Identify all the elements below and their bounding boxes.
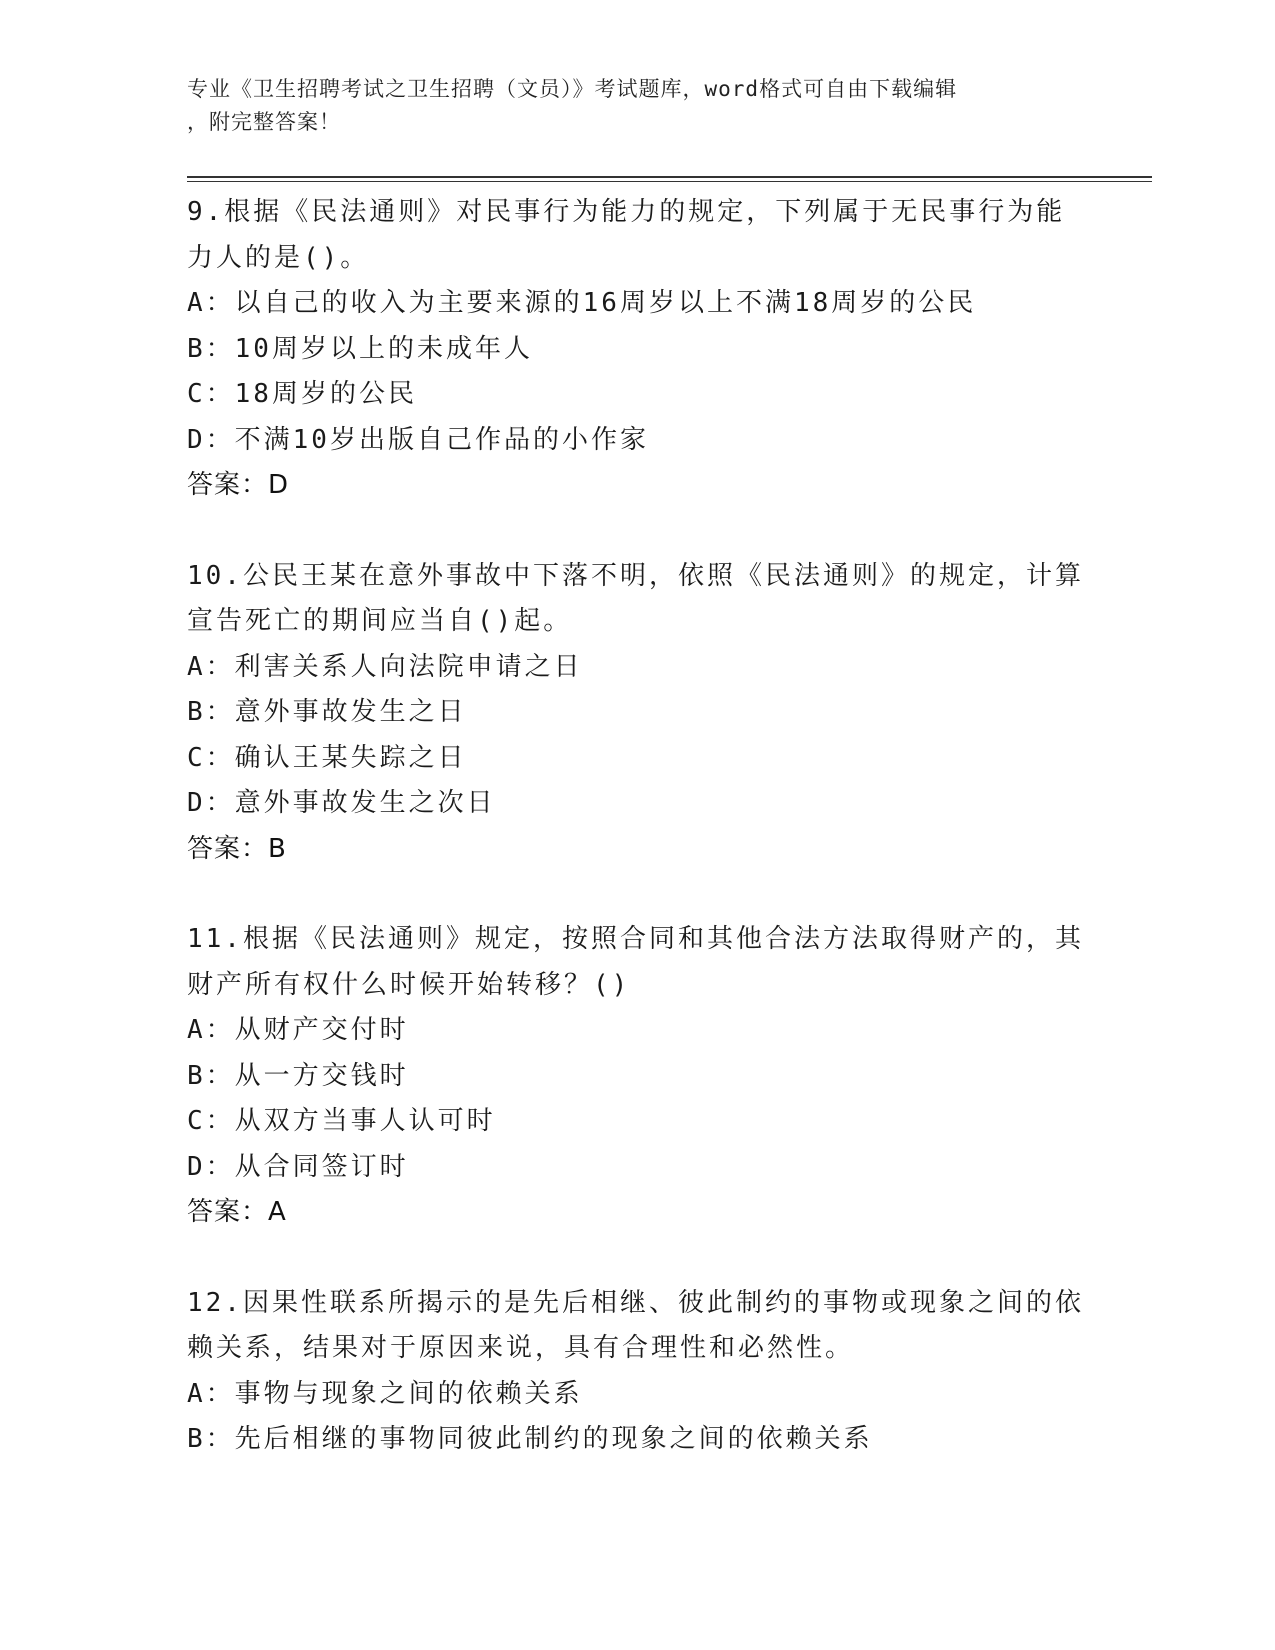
option-c: C：18周岁的公民 (187, 379, 417, 409)
option-b: B：先后相继的事物同彼此制约的现象之间的依赖关系 (187, 1424, 873, 1454)
question-stem-line: 12.因果性联系所揭示的是先后相继、彼此制约的事物或现象之间的依 (187, 1287, 1084, 1318)
header-divider-thick (187, 176, 1152, 178)
option-c: C：确认王某失踪之日 (187, 742, 467, 773)
option-d: D：不满10岁出版自己作品的小作家 (187, 424, 649, 455)
option-b: B：从一方交钱时 (187, 1060, 409, 1091)
option-b: B：10周岁以上的未成年人 (187, 333, 533, 364)
header-line-2: ，附完整答案！ (187, 110, 341, 134)
question-9 (187, 190, 1097, 509)
option-a: A：以自己的收入为主要来源的16周岁以上不满18周岁的公民 (187, 288, 977, 318)
option-a: A：利害关系人向法院申请之日 (187, 651, 583, 682)
answer-label: 答案：A (187, 1197, 287, 1227)
header-divider-thin (187, 181, 1152, 182)
question-stem-line: 宣告死亡的期间应当自()起。 (187, 606, 573, 636)
option-d: D：从合同签订时 (187, 1151, 409, 1182)
question-stem-line: 10.公民王某在意外事故中下落不明，依照《民法通则》的规定，计算 (187, 560, 1084, 591)
question-10 (187, 554, 1097, 873)
question-stem-line: 9.根据《民法通则》对民事行为能力的规定，下列属于无民事行为能 (187, 197, 1066, 227)
question-stem-line: 力人的是()。 (187, 242, 370, 273)
question-list (187, 190, 1097, 1508)
answer-label: 答案：D (187, 470, 290, 500)
header-line-1: 专业《卫生招聘考试之卫生招聘（文员）》考试题库，word格式可自由下载编辑 (187, 77, 958, 101)
question-12 (187, 1281, 1097, 1463)
question-11 (187, 917, 1097, 1236)
option-d: D：意外事故发生之次日 (187, 788, 496, 818)
option-b: B：意外事故发生之日 (187, 697, 467, 727)
question-stem-line: 财产所有权什么时候开始转移？() (187, 969, 631, 1000)
question-stem-line: 11.根据《民法通则》规定，按照合同和其他合法方法取得财产的，其 (187, 924, 1084, 954)
question-stem-line: 赖关系，结果对于原因来说，具有合理性和必然性。 (187, 1333, 855, 1363)
option-a: A：从财产交付时 (187, 1015, 409, 1045)
option-a: A：事物与现象之间的依赖关系 (187, 1378, 583, 1409)
page-header (187, 73, 1087, 139)
answer-label: 答案：B (187, 833, 287, 864)
option-c: C：从双方当事人认可时 (187, 1106, 496, 1136)
